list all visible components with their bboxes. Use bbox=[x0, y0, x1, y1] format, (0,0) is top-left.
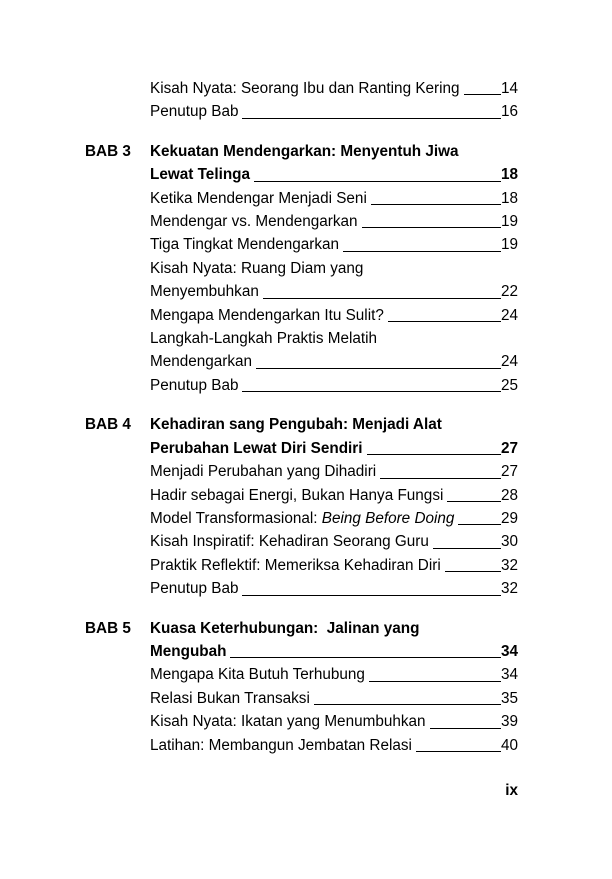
chapter-heading-row bbox=[85, 617, 518, 640]
entry-text: Menjadi Perubahan yang Dihadiri bbox=[150, 463, 377, 481]
entry-page-number: 30 bbox=[500, 533, 518, 551]
toc-entry-row bbox=[85, 257, 518, 280]
toc-entry-row bbox=[85, 554, 518, 577]
leader-line bbox=[433, 548, 501, 549]
entry-text: Penutup Bab bbox=[150, 103, 239, 121]
toc-entry-row bbox=[85, 374, 518, 397]
toc-entry-row bbox=[85, 210, 518, 233]
leader-line bbox=[447, 501, 501, 502]
leader-line bbox=[242, 391, 501, 392]
entry-page-number: 16 bbox=[500, 103, 518, 121]
toc-entry-row bbox=[85, 484, 518, 507]
folio-page-number: ix bbox=[505, 782, 518, 799]
toc-entry-row bbox=[85, 663, 518, 686]
chapter-title: Kekuatan Mendengarkan: Menyentuh Jiwa bbox=[150, 142, 459, 160]
chapter-heading-row bbox=[85, 413, 518, 436]
chapter-heading-row bbox=[85, 140, 518, 163]
leader-line bbox=[254, 181, 501, 182]
entry-text: Hadir sebagai Energi, Bukan Hanya Fungsi bbox=[150, 486, 444, 504]
leader-line bbox=[314, 704, 501, 705]
toc-entry-row bbox=[85, 530, 518, 553]
leader-line bbox=[369, 681, 501, 682]
chapter-heading-row bbox=[85, 163, 518, 186]
toc-entry-row bbox=[85, 710, 518, 733]
entry-text: Tiga Tingkat Mendengarkan bbox=[150, 236, 340, 254]
leader-line bbox=[242, 595, 501, 596]
entry-page-number: 32 bbox=[500, 556, 518, 574]
leader-line bbox=[230, 657, 501, 658]
entry-page-number: 34 bbox=[500, 666, 518, 684]
toc-entry-row bbox=[85, 77, 518, 100]
leader-line bbox=[464, 94, 501, 95]
entry-page-number: 22 bbox=[500, 283, 518, 301]
toc-entry-row bbox=[85, 350, 518, 373]
entry-text: Menyembuhkan bbox=[150, 283, 259, 301]
entry-text: Mendengarkan bbox=[150, 353, 253, 371]
entry-text: Penutup Bab bbox=[150, 580, 239, 598]
leader-line bbox=[343, 251, 501, 252]
toc-entry-row bbox=[85, 577, 518, 600]
toc-entry-row bbox=[85, 460, 518, 483]
chapter-label: BAB 4 bbox=[85, 416, 131, 434]
leader-line bbox=[362, 227, 501, 228]
entry-text: Model Transformasional: bbox=[150, 509, 322, 527]
toc-entry-row bbox=[85, 507, 518, 530]
entry-page-number: 32 bbox=[500, 580, 518, 598]
entry-text: Latihan: Membangun Jembatan Relasi bbox=[150, 736, 412, 754]
leader-line bbox=[458, 524, 501, 525]
entry-text: Kisah Nyata: Seorang Ibu dan Ranting Kering bbox=[150, 80, 460, 97]
toc-entry-row bbox=[85, 280, 518, 303]
entry-text: Langkah-Langkah Praktis Melatih bbox=[150, 330, 378, 348]
chapter-heading-row bbox=[85, 437, 518, 460]
entry-text: Mendengar vs. Mendengarkan bbox=[150, 213, 358, 231]
entry-page-number: 35 bbox=[500, 689, 518, 707]
toc-entry-row bbox=[85, 734, 518, 757]
entry-page-number: 19 bbox=[500, 236, 518, 254]
entry-text-italic: Being Before Doing bbox=[321, 509, 455, 527]
entry-text: Ketika Mendengar Menjadi Seni bbox=[150, 189, 367, 207]
entry-page-number: 18 bbox=[500, 189, 518, 207]
entry-page-number: 24 bbox=[500, 306, 518, 324]
entry-page-number: 18 bbox=[500, 166, 518, 184]
entry-page-number: 27 bbox=[500, 463, 518, 481]
leader-line bbox=[371, 204, 501, 205]
entry-text: Penutup Bab bbox=[150, 376, 239, 394]
chapter-title: Lewat Telinga bbox=[150, 166, 251, 184]
chapter-heading-row bbox=[85, 640, 518, 663]
entry-text: Kisah Inspiratif: Kehadiran Seorang Guru bbox=[150, 533, 429, 551]
entry-page-number: 28 bbox=[500, 486, 518, 504]
leader-line bbox=[380, 478, 501, 479]
leader-line bbox=[430, 728, 501, 729]
toc-entry-row bbox=[85, 687, 518, 710]
chapter-title: Kuasa Keterhubungan: Jalinan yang bbox=[150, 619, 420, 637]
entry-page-number: 40 bbox=[500, 736, 518, 754]
entry-text: Relasi Bukan Transaksi bbox=[150, 689, 310, 707]
chapter-label: BAB 5 bbox=[85, 619, 131, 637]
entry-page-number: 14 bbox=[500, 80, 518, 97]
entry-page-number: 34 bbox=[500, 642, 518, 660]
chapter-label: BAB 3 bbox=[85, 142, 131, 160]
leader-line bbox=[445, 571, 501, 572]
chapter-title: Mengubah bbox=[150, 642, 227, 660]
entry-text: Praktik Reflektif: Memeriksa Kehadiran Diri bbox=[150, 556, 441, 574]
toc-entry-row bbox=[85, 304, 518, 327]
chapter-title: Kehadiran sang Pengubah: Menjadi Alat bbox=[150, 416, 442, 434]
toc-entry-row bbox=[85, 327, 518, 350]
entry-text: Mengapa Mendengarkan Itu Sulit? bbox=[150, 306, 384, 324]
leader-line bbox=[388, 321, 501, 322]
entry-page-number: 19 bbox=[500, 213, 518, 231]
entry-text: Kisah Nyata: Ikatan yang Menumbuhkan bbox=[150, 713, 426, 731]
entry-page-number: 27 bbox=[500, 439, 518, 457]
entry-page-number: 29 bbox=[500, 509, 518, 527]
chapter-title: Perubahan Lewat Diri Sendiri bbox=[150, 439, 363, 457]
entry-page-number: 24 bbox=[500, 353, 518, 371]
leader-line bbox=[367, 454, 501, 455]
table-of-contents bbox=[85, 77, 518, 757]
leader-line bbox=[256, 368, 501, 369]
toc-entry-row bbox=[85, 233, 518, 256]
entry-text: Kisah Nyata: Ruang Diam yang bbox=[150, 259, 364, 277]
toc-entry-row bbox=[85, 187, 518, 210]
leader-line bbox=[242, 118, 501, 119]
entry-page-number: 25 bbox=[500, 376, 518, 394]
entry-text: Mengapa Kita Butuh Terhubung bbox=[150, 666, 365, 684]
toc-entry-row bbox=[85, 100, 518, 123]
entry-page-number: 39 bbox=[500, 713, 518, 731]
leader-line bbox=[416, 751, 501, 752]
leader-line bbox=[263, 298, 501, 299]
